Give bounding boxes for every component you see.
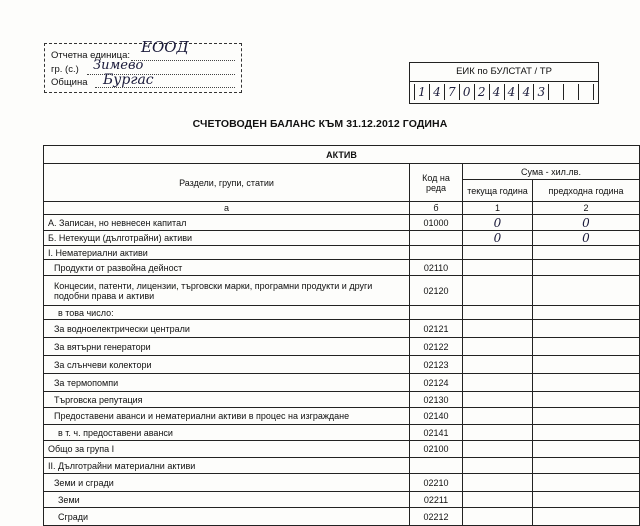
row-current: 0 (463, 215, 533, 231)
row-current (463, 306, 533, 320)
row-code: 02120 (410, 276, 463, 306)
table-row (44, 338, 640, 356)
row-code: 02140 (410, 408, 463, 425)
row-previous (533, 441, 640, 458)
table-row (44, 276, 640, 306)
row-current (463, 508, 533, 526)
row-current (463, 408, 533, 425)
table-row (44, 246, 640, 260)
row-code (410, 246, 463, 260)
row-current (463, 320, 533, 338)
row-current (463, 374, 533, 392)
eik-digit: 1 (414, 84, 429, 100)
document-title: СЧЕТОВОДЕН БАЛАНС КЪМ 31.12.2012 ГОДИНА (192, 118, 448, 130)
row-label: Сгради (44, 508, 410, 526)
eik-digit-empty (548, 84, 563, 100)
col-header-current: текуща година (463, 180, 533, 202)
row-code: 02210 (410, 474, 463, 492)
eik-digit: 0 (459, 84, 474, 100)
row-code: 02141 (410, 425, 463, 441)
row-previous (533, 392, 640, 408)
col-index: 1 (463, 202, 533, 215)
eik-digit-empty (563, 84, 578, 100)
row-code: 02100 (410, 441, 463, 458)
row-label: За слънчеви колектори (44, 356, 410, 374)
row-current (463, 425, 533, 441)
unit-label: Отчетна единица: (51, 50, 131, 61)
row-current (463, 246, 533, 260)
row-label: Б. Нетекущи (дълготрайни) активи (44, 231, 410, 246)
table-row (44, 441, 640, 458)
table-row (44, 408, 640, 425)
row-code: 02122 (410, 338, 463, 356)
col-index: б (410, 202, 463, 215)
row-previous: 0 (533, 215, 640, 231)
col-header-amount: Сума - хил.лв. (463, 164, 640, 180)
row-code (410, 306, 463, 320)
row-previous (533, 320, 640, 338)
row-code: 02110 (410, 260, 463, 276)
balance-table (43, 145, 640, 526)
row-label: За водноелектрически централи (44, 320, 410, 338)
row-current: 0 (463, 231, 533, 246)
table-row (44, 492, 640, 508)
row-current (463, 441, 533, 458)
table-row (44, 306, 640, 320)
handwritten-city: Зимево (93, 58, 144, 73)
row-label: А. Записан, но невнесен капитал (44, 215, 410, 231)
row-code: 02211 (410, 492, 463, 508)
row-current (463, 338, 533, 356)
row-label: За термопомпи (44, 374, 410, 392)
row-label: Търговска репутация (44, 392, 410, 408)
eik-digit-empty (578, 84, 594, 100)
eik-box (409, 62, 599, 104)
table-row (44, 458, 640, 474)
eik-digit: 7 (444, 84, 459, 100)
col-header-previous: предходна година (533, 180, 640, 202)
row-label: Продукти от развойна дейност (44, 260, 410, 276)
row-code: 02121 (410, 320, 463, 338)
row-previous (533, 306, 640, 320)
row-previous (533, 408, 640, 425)
unit-line (131, 60, 235, 61)
row-label: I. Нематериални активи (44, 246, 410, 260)
row-current (463, 276, 533, 306)
row-code: 02124 (410, 374, 463, 392)
city-label: гр. (с.) (51, 64, 79, 75)
row-previous (533, 508, 640, 526)
col-index: 2 (533, 202, 640, 215)
eik-digit: 4 (429, 84, 444, 100)
table-row (44, 231, 640, 246)
row-label: Общо за група I (44, 441, 410, 458)
row-label: в това число: (44, 306, 410, 320)
row-label: Предоставени аванси и нематериални активи в процес на изграждане (44, 408, 410, 425)
col-header-code: Код на реда (410, 164, 463, 202)
eik-digit: 4 (489, 84, 504, 100)
col-index: а (44, 202, 410, 215)
row-previous (533, 246, 640, 260)
table-row (44, 392, 640, 408)
municipality-label: Община (51, 77, 88, 88)
handwritten-municipality: Бургас (103, 72, 154, 88)
row-previous (533, 474, 640, 492)
row-previous (533, 458, 640, 474)
row-code (410, 458, 463, 474)
row-code: 02123 (410, 356, 463, 374)
eik-digit: 4 (504, 84, 519, 100)
row-current (463, 458, 533, 474)
table-row (44, 356, 640, 374)
row-current (463, 356, 533, 374)
eik-digit: 4 (518, 84, 533, 100)
row-label: За вятърни генератори (44, 338, 410, 356)
table-row (44, 374, 640, 392)
row-code: 02130 (410, 392, 463, 408)
row-code: 01000 (410, 215, 463, 231)
eik-cells (414, 84, 594, 100)
row-current (463, 392, 533, 408)
row-code (410, 231, 463, 246)
row-previous (533, 425, 640, 441)
eik-title: ЕИК по БУЛСТАТ / ТР (410, 63, 598, 82)
col-header-sections: Раздели, групи, статии (44, 164, 410, 202)
row-label: Концесии, патенти, лицензии, търговски марки, програмни продукти и други подобни права и активи (44, 276, 410, 306)
table-row (44, 215, 640, 231)
table-row (44, 260, 640, 276)
row-current (463, 260, 533, 276)
municipality-row (51, 77, 87, 89)
row-previous (533, 492, 640, 508)
eik-digit: 3 (533, 84, 548, 100)
table-row (44, 425, 640, 441)
section-title: АКТИВ (44, 146, 640, 164)
reporting-unit-box (44, 38, 242, 93)
row-current (463, 474, 533, 492)
table-row (44, 508, 640, 526)
table-row (44, 320, 640, 338)
row-label: Земи и сгради (44, 474, 410, 492)
table-row (44, 474, 640, 492)
row-previous (533, 260, 640, 276)
row-previous (533, 338, 640, 356)
row-current (463, 492, 533, 508)
row-previous (533, 276, 640, 306)
row-code: 02212 (410, 508, 463, 526)
city-row (51, 64, 79, 76)
row-previous (533, 374, 640, 392)
row-previous: 0 (533, 231, 640, 246)
row-label: II. Дълготрайни материални активи (44, 458, 410, 474)
eik-digit: 2 (474, 84, 489, 100)
row-label: в т. ч. предоставени аванси (44, 425, 410, 441)
row-previous (533, 356, 640, 374)
handwritten-unit: ЕООД (141, 38, 189, 56)
row-label: Земи (44, 492, 410, 508)
